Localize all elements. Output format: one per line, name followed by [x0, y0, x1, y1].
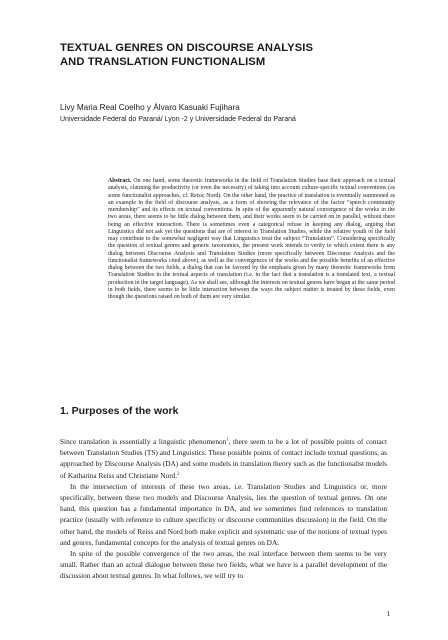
paper-title-line-1: TEXTUAL GENRES ON DISCOURSE ANALYSIS	[60, 42, 314, 54]
paragraph-1-part-b: , there seem to be a lot of possible points of contact between Translation Studies (TS) and Linguistics. These possible points of contact include textual questions, as approached by Discourse Analysis (DA) and some models in translation theory such as the functionalist models of Katharina Reiss and Christiane Nord.	[60, 437, 388, 480]
paragraph-1	[60, 436, 387, 481]
abstract-label: Abstract.	[108, 178, 132, 184]
paper-title	[60, 42, 400, 69]
affiliation: Universidade Federal do Paraná/ Lyon -2 y Universidade Federal do Paraná	[60, 116, 296, 123]
footnote-ref-1[interactable]: 1	[226, 436, 229, 442]
section-heading: 1. Purposes of the work	[60, 405, 179, 417]
paragraph-1-part-a: Since translation is essentially a linguistic phenomenon	[60, 437, 227, 446]
authors: Livy Maria Real Coelho y Álvaro Kasuaki Fujihara	[60, 103, 240, 112]
abstract-text: On one hand, some theoretic frameworks in the field of Translation Studies base their approach on a textual analysis, claiming the productivity (or even the necessity) of taking into account culture-specific textual conventions (as some functionalist approaches, cf. Reiss; Nord). On the other hand, the practice of translation is eventually summoned as an example in the field of discourse analysis, as a form of showing the relevance of the factor “speech community membership” and its effects on textual conventions. In spite of the apparently natural convergence of the works in the two areas, there seems to be little dialog between them, and their works seem to be carried on in parallel, without there being an effective interaction. There is sometimes even a categorical refuse in keeping any dialog, arguing that Linguistics did not ask yet the questions that are of interest to Translation Studies, while the relative youth of the field may contribute to the somewhat negligent way that Linguistics treat the subject “Translation”. Considering specifically the question of textual genres and generic taxonomies, the present work intends to verify to which extent there is any dialog between Discourse Analysis and Translation Studies (more specifically between Discourse Analysis and the functionalist frameworks cited above), as well as the convergences of the works and the possible benefits of an effective dialog between the two fields, a dialog that can be favored by the emphasis given by many theoretic frameworks from Translation Studies in the textual aspects of translation (i.e. in the fact that a translation is a translated text, a textual production in the target language). As we shall see, although the interests on textual genres have began at the same period in both fields, there seems to be little interaction between the ways the subject matter is treated by these fields, even though the questions raised on both of them are very similar.	[108, 178, 395, 300]
body-text	[60, 436, 387, 582]
paragraph-2: In the intersection of interests of these two areas, i.e. Translation Studies and Linguistics or, more specifically, between these two models and Discourse Analysis, lies the question of textual genres. On one hand, this question has a fundamental importance in DA, and we sometimes find references to translation practice (usually with reference to culture specificity or discourse communities discussion) in the field. On the other hand, the models of Reiss and Nord both make explicit and systematic use of the notions of textual types and genres, fundamental concepts for the analysis of textual genres on DA.	[60, 481, 387, 547]
page-number: 1	[386, 609, 390, 618]
paper-title-line-2: AND TRANSLATION FUNCTIONALISM	[60, 55, 266, 68]
footnote-ref-2[interactable]: 2	[177, 470, 180, 476]
abstract	[108, 178, 395, 301]
paragraph-3: In spite of the possible convergence of the two areas, the real interface between them seems to be very small. Rather than an actual dialogue between these two fields, what we have is a parallel development of the discussion about textual genres. In what follows, we will try to	[60, 549, 387, 581]
